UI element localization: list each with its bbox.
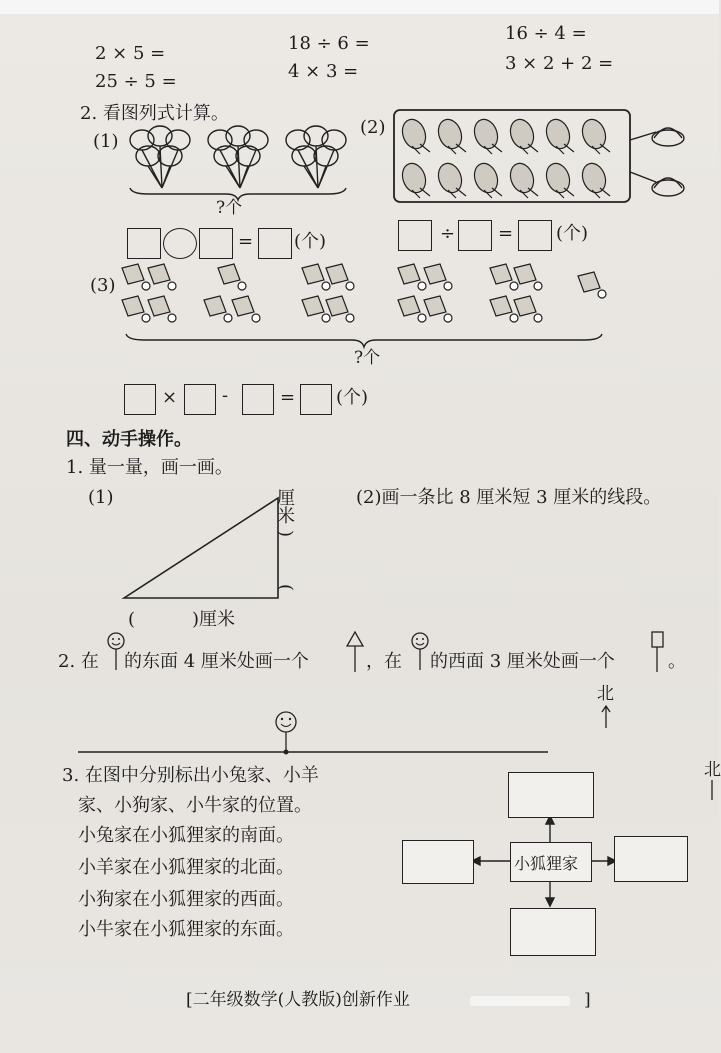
smiley-marker-icon — [106, 632, 126, 672]
equals-sign: = — [280, 387, 296, 408]
shuttlecock-groups — [118, 262, 618, 332]
shuttlecock-icon — [424, 296, 452, 322]
corn-icon — [579, 116, 610, 154]
side-north-label: 北 — [704, 760, 721, 780]
equation-4: 4 × 3 = — [288, 61, 359, 82]
corn-icon — [507, 160, 538, 198]
q2-text-4: 的西面 3 厘米处画一个 — [430, 651, 615, 672]
answer-box[interactable] — [199, 228, 233, 259]
q2-text-5: 。 — [668, 651, 686, 672]
footer-bracket: ] — [584, 990, 591, 1010]
problem2-label: (2) — [360, 117, 386, 138]
east-house-box[interactable] — [614, 836, 688, 882]
shuttlecock-icon — [232, 296, 260, 322]
section4-heading: 四、动手操作。 — [66, 429, 192, 450]
q2-text-3: ，在 — [366, 651, 402, 672]
problem3-label: (3) — [90, 275, 116, 296]
shuttlecock-icon — [218, 264, 246, 290]
south-house-box[interactable] — [510, 908, 596, 956]
equation-3: 18 ÷ 6 = — [288, 33, 370, 54]
q3-line-1: 3. 在图中分别标出小兔家、小羊 — [62, 765, 319, 786]
answer-box[interactable] — [398, 220, 432, 251]
corn-icon — [471, 160, 502, 198]
shuttlecock-icon — [148, 296, 176, 322]
answer-box[interactable] — [518, 220, 552, 251]
shuttlecock-icon — [122, 264, 150, 290]
bottom-paren-open: ( — [128, 609, 136, 630]
times-sign: × — [162, 387, 178, 408]
shuttlecock-icon — [122, 296, 150, 322]
answer-box[interactable] — [184, 384, 216, 415]
equation-5: 16 ÷ 4 = — [505, 23, 587, 44]
problem1-total: ?个 — [216, 198, 243, 218]
divide-sign: ÷ — [440, 223, 456, 244]
q3-line-4: 小羊家在小狐狸家的北面。 — [78, 857, 294, 878]
shuttlecock-icon — [204, 296, 232, 322]
side-unit: 厘米 — [274, 488, 295, 524]
answer-box[interactable] — [242, 384, 274, 415]
rectangle-flag-icon — [650, 630, 666, 674]
corn-icon — [507, 116, 538, 154]
question1-part1-label: (1) — [88, 487, 114, 508]
corn-icon — [399, 160, 430, 198]
q3-line-6: 小牛家在小狐狸家的东面。 — [78, 919, 294, 940]
shuttlecock-icon — [398, 264, 426, 290]
top-strip — [0, 0, 719, 14]
unit-label: (个) — [336, 387, 369, 408]
side-paren-top: ) — [275, 530, 296, 538]
q2-text-1: 2. 在 — [58, 651, 99, 672]
footer-redaction — [470, 996, 570, 1006]
q3-line-5: 小狗家在小狐狸家的西面。 — [78, 889, 294, 910]
north-house-box[interactable] — [508, 772, 594, 818]
q3-line-2: 家、小狗家、小牛家的位置。 — [78, 795, 312, 816]
shuttlecock-icon — [424, 264, 452, 290]
unit-label: (个) — [294, 231, 327, 252]
question1-text: 1. 量一量，画一画。 — [66, 457, 233, 478]
corn-icon — [543, 116, 574, 154]
side-north-arrow-icon — [707, 778, 717, 802]
center-house-label: 小狐狸家 — [514, 854, 579, 873]
corn-icon — [435, 160, 466, 198]
equation-6: 3 × 2 + 2 = — [505, 53, 614, 74]
problem3-total: ?个 — [354, 348, 381, 368]
answer-box[interactable] — [300, 384, 332, 415]
corn-icon — [471, 116, 502, 154]
unit-label: (个) — [556, 223, 589, 244]
corn-picture — [392, 108, 712, 208]
west-house-box[interactable] — [402, 840, 474, 884]
problem1-label: (1) — [93, 131, 119, 152]
drawing-line — [78, 708, 558, 758]
footer-text: [二年级数学(人教版)创新作业 — [186, 990, 410, 1010]
question1-part2-text: (2)画一条比 8 厘米短 3 厘米的线段。 — [356, 487, 662, 508]
section2-heading: 2. 看图列式计算。 — [80, 103, 229, 124]
equation-1: 2 × 5 = — [95, 43, 166, 64]
bottom-paren-close: )厘米 — [192, 609, 236, 630]
triangle-flag-icon — [345, 630, 365, 674]
shuttlecock-icon — [398, 296, 426, 322]
corn-icon — [543, 160, 574, 198]
answer-box[interactable] — [127, 228, 161, 259]
shuttlecock-icon — [148, 264, 176, 290]
equals-sign: = — [498, 223, 514, 244]
corn-icon — [579, 160, 610, 198]
side-paren-bottom: ( — [275, 584, 296, 592]
minus-sign: - — [222, 385, 229, 406]
shuttlecock-icon — [578, 272, 606, 298]
operator-circle[interactable] — [163, 228, 197, 259]
q2-text-2: 的东面 4 厘米处画一个 — [124, 651, 309, 672]
north-arrow-icon — [600, 704, 612, 730]
corn-icon — [435, 116, 466, 154]
north-label: 北 — [597, 684, 614, 704]
right-triangle — [122, 494, 282, 604]
answer-box[interactable] — [124, 384, 156, 415]
answer-box[interactable] — [458, 220, 492, 251]
smiley-marker-icon — [410, 632, 430, 672]
answer-box[interactable] — [258, 228, 292, 259]
equals-sign: = — [238, 231, 254, 252]
q3-line-3: 小兔家在小狐狸家的南面。 — [78, 825, 294, 846]
equation-2: 25 ÷ 5 = — [95, 71, 177, 92]
corn-icon — [399, 116, 430, 154]
